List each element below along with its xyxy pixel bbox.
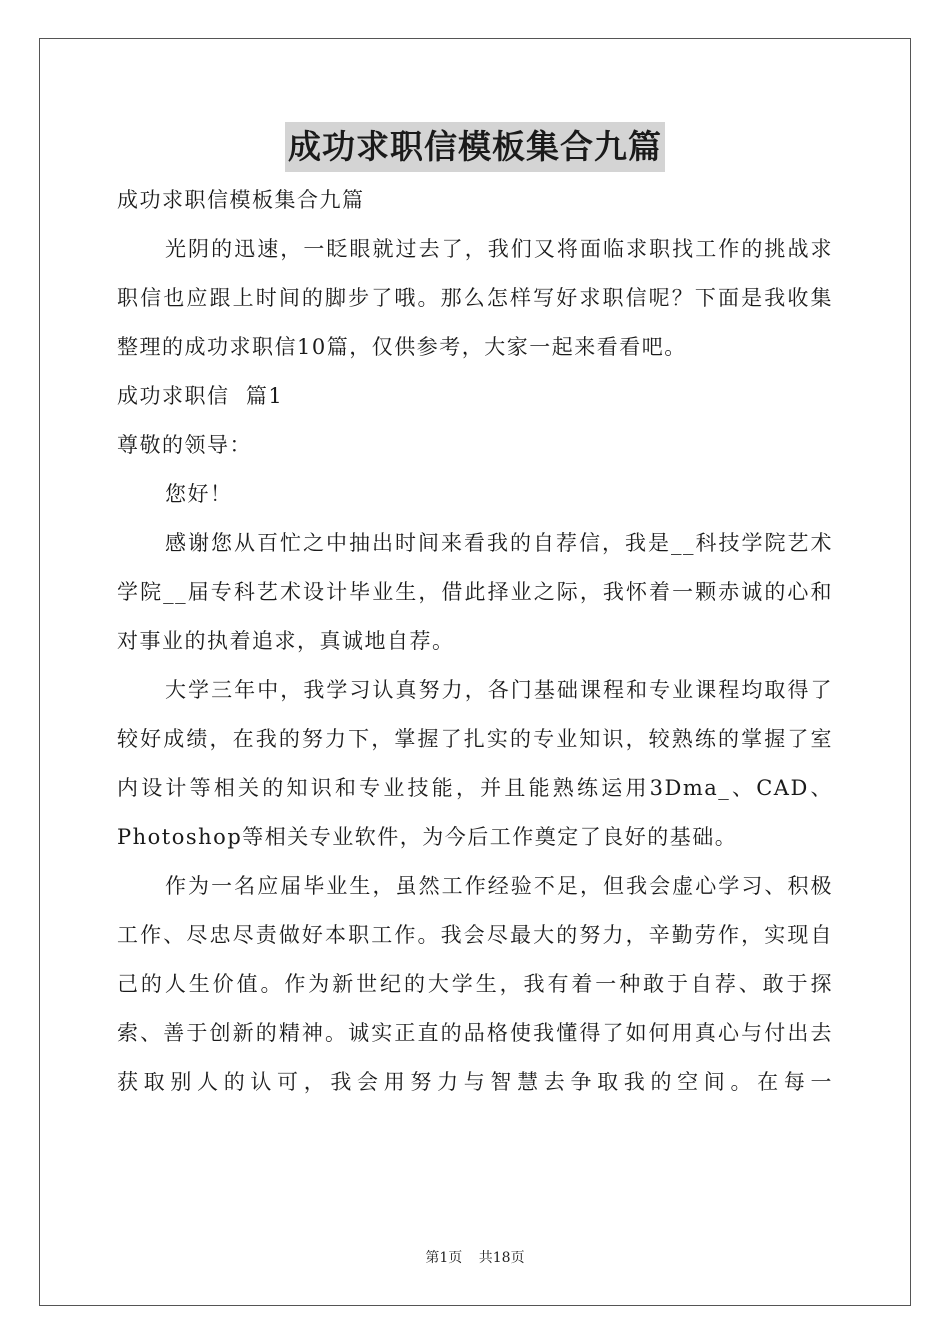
section-heading: 成功求职信 篇1 <box>117 384 284 408</box>
document-title <box>0 122 950 172</box>
document-title-text: 成功求职信模板集合九篇 <box>285 122 665 172</box>
page-total: 共18页 <box>478 1250 525 1266</box>
intro-paragraph: 光阴的迅速，一眨眼就过去了，我们又将面临求职找工作的挑战求职信也应跟上时间的脚步了哦。那么怎样写好求职信呢？下面是我收集整理的成功求职信10篇，仅供参考，大家一起来看看吧。 <box>117 237 833 359</box>
body-paragraph: 大学三年中，我学习认真努力，各门基础课程和专业课程均取得了较好成绩，在我的努力下，掌握了扎实的专业知识，较熟练的掌握了室内设计等相关的知识和专业技能，并且能熟练运用3Dma_、CAD、Photoshop等相关专业软件，为今后工作奠定了良好的基础。 <box>117 678 833 849</box>
page-footer <box>0 1247 950 1267</box>
salutation: 尊敬的领导： <box>117 433 252 457</box>
greeting: 您好！ <box>165 482 233 506</box>
page-number: 第1页 <box>425 1250 463 1266</box>
document-subtitle: 成功求职信模板集合九篇 <box>117 188 365 212</box>
document-body <box>117 176 833 1107</box>
body-paragraph: 感谢您从百忙之中抽出时间来看我的自荐信，我是__科技学院艺术学院__届专科艺术设计毕业生，借此择业之际，我怀着一颗赤诚的心和对事业的执着追求，真诚地自荐。 <box>117 531 833 653</box>
body-paragraph: 作为一名应届毕业生，虽然工作经验不足，但我会虚心学习、积极工作、尽忠尽责做好本职工作。我会尽最大的努力，辛勤劳作，实现自己的人生价值。作为新世纪的大学生，我有着一种敢于自荐、敢于探索、善于创新的精神。诚实正直的品格使我懂得了如何用真心与付出去获取别人的认可，我会用努力与智慧去争取我的空间。在每一 <box>117 874 833 1094</box>
